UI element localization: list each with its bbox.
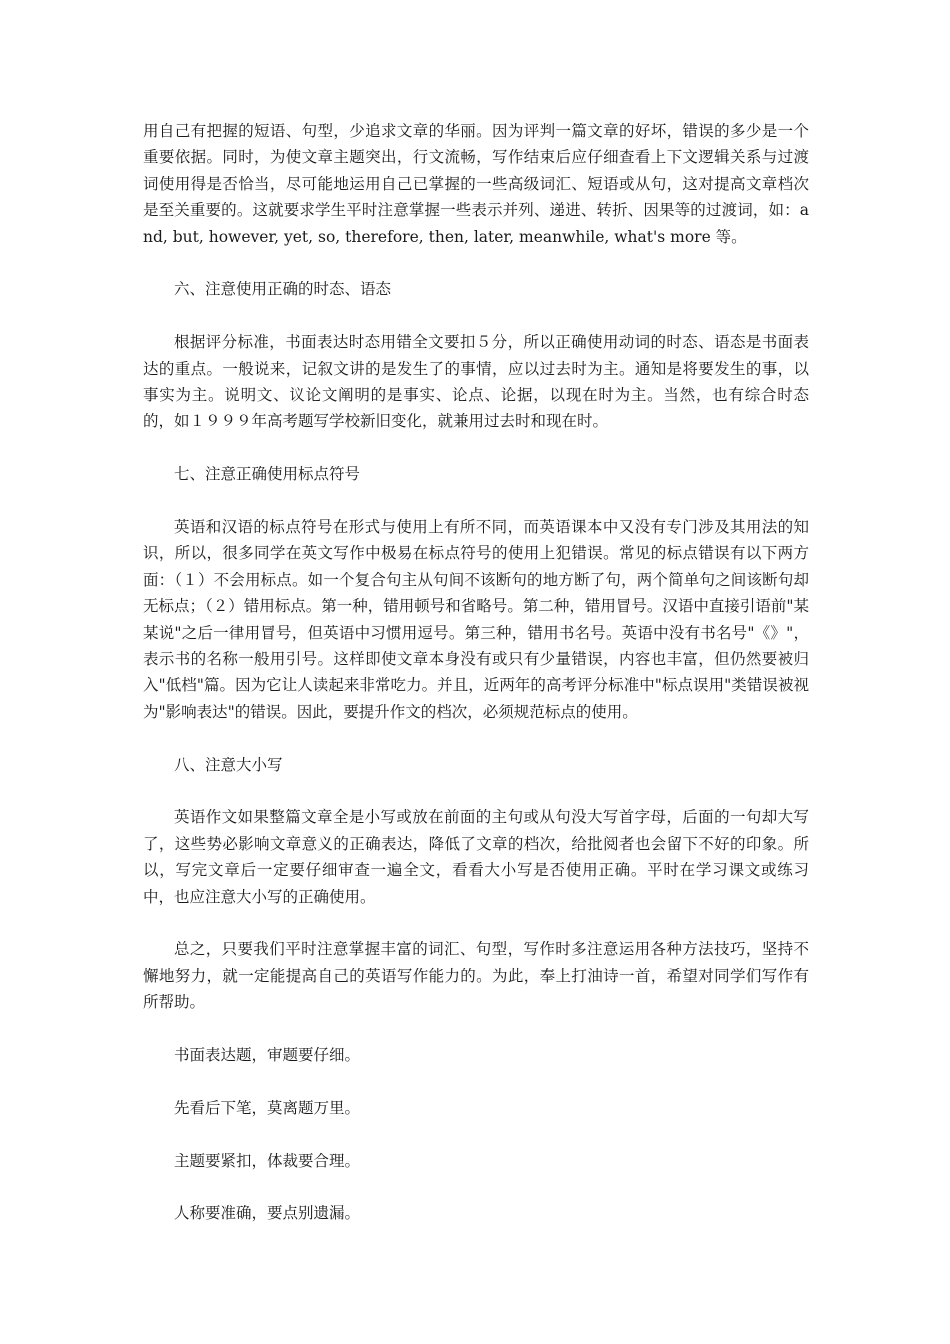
poem-line: 人称要准确，要点别遗漏。 — [174, 1204, 361, 1223]
section-heading-punctuation: 七、注意正确使用标点符号 — [174, 465, 361, 484]
paragraph-tense: 根据评分标准，书面表达时态用错全文要扣５分，所以正确使用动词的时态、语态是书面表达的重点。一般说来，记叙文讲的是发生了的事情，应以过去时为主。通知是将要发生的事，以事实为主。说明文、议论文阐明的是事实、论点、论据，以现在时为主。当然，也有综合时态的，如１９９９年高考题写学校新旧变化，就兼用过去时和现在时。 — [143, 333, 809, 431]
poem-line: 书面表达题，审题要仔细。 — [174, 1046, 361, 1065]
section-heading-tense: 六、注意使用正确的时态、语态 — [174, 280, 392, 299]
paragraph-punctuation: 英语和汉语的标点符号在形式与使用上有所不同，而英语课本中又没有专门涉及其用法的知识，所以，很多同学在英文写作中极易在标点符号的使用上犯错误。常见的标点错误有以下两方面：（１）不会用标点。如一个复合句主从句间不该断句的地方断了句，两个简单句之间该断句却无标点；（２）错用标点。第一种，错用顿号和省略号。第二种，错用冒号。汉语中直接引语前"某某说"之后一律用冒号，但英语中习惯用逗号。第三种，错用书名号。英语中没有书名号"《》"，表示书的名称一般用引号。这样即使文章本身没有或只有少量错误，内容也丰富，但仍然要被归入"低档"篇。因为它让人读起来非常吃力。并且，近两年的高考评分标准中"标点误用"类错误被视为"影响表达"的错误。因此，要提升作文的档次，必须规范标点的使用。 — [143, 518, 809, 721]
section-heading-capitalization: 八、注意大小写 — [174, 755, 283, 774]
poem-line: 主题要紧扣，体裁要合理。 — [174, 1151, 361, 1170]
paragraph-transition-words: 用自己有把握的短语、句型，少追求文章的华丽。因为评判一篇文章的好坏，错误的多少是一个重要依据。同时，为使文章主题突出，行文流畅，写作结束后应仔细查看上下文逻辑关系与过渡词使用得是否恰当，尽可能地运用自己已掌握的一些高级词汇、短语或从句，这对提高文章档次是至关重要的。这就要求学生平时注意掌握一些表示并列、递进、转折、因果等的过渡词，如：and, but, however, yet, so, therefore, then, later, meanwhile, what's more 等。 — [143, 122, 809, 246]
document-page — [143, 118, 809, 1253]
paragraph-conclusion: 总之，只要我们平时注意掌握丰富的词汇、句型，写作时多注意运用各种方法技巧，坚持不懈地努力，就一定能提高自己的英语写作能力的。为此，奉上打油诗一首，希望对同学们写作有所帮助。 — [143, 940, 809, 1012]
poem-line: 先看后下笔，莫离题万里。 — [174, 1098, 361, 1117]
paragraph-capitalization: 英语作文如果整篇文章全是小写或放在前面的主句或从句没大写首字母，后面的一句却大写了，这些势必影响文章意义的正确表达，降低了文章的档次，给批阅者也会留下不好的印象。所以，写完文章后一定要仔细审查一遍全文，看看大小写是否使用正确。平时在学习课文或练习中，也应注意大小写的正确使用。 — [143, 808, 809, 906]
